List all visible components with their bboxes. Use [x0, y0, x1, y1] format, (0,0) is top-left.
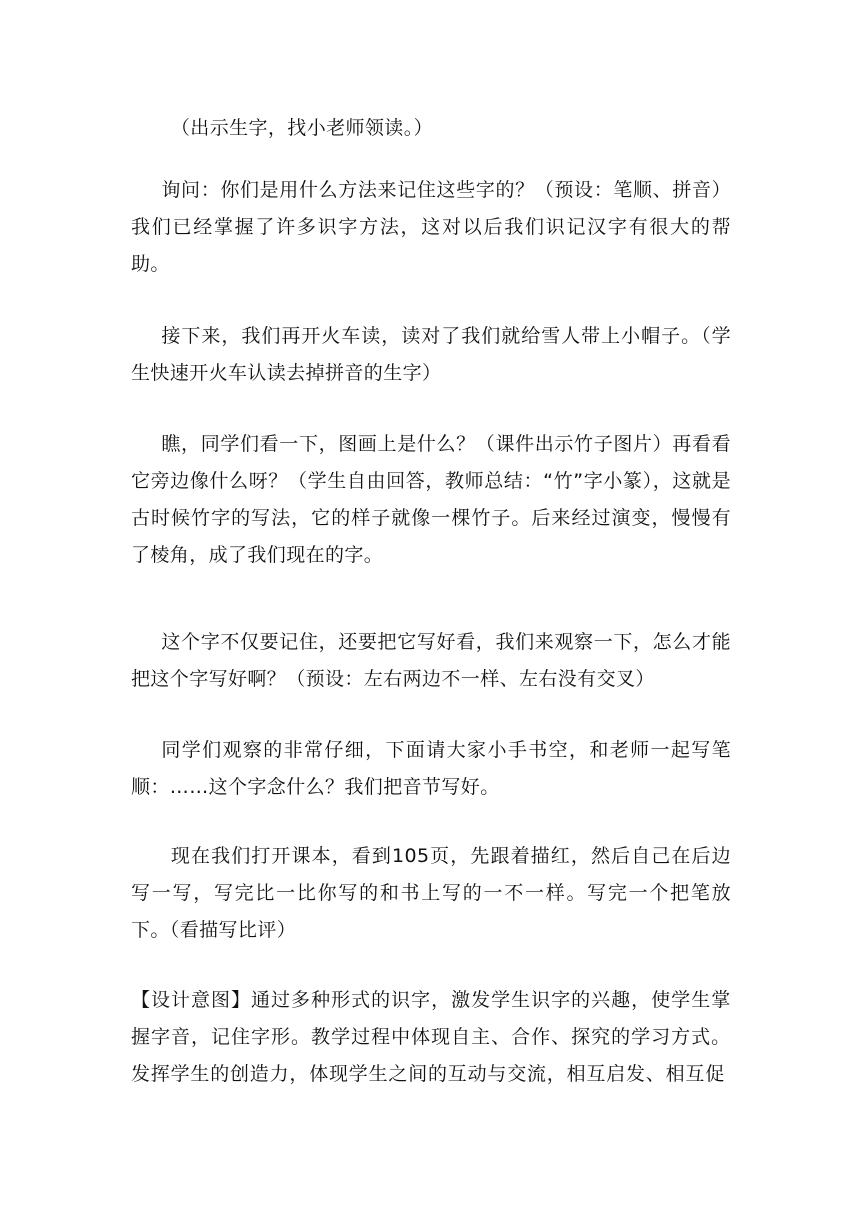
paragraph-design-intent [131, 982, 731, 1093]
paragraph-open-textbook: 现在我们打开课本，看到105页，先跟着描红，然后自己在后边写一写，写完比一比你写的和书上写的一不一样。写完一个把笔放下。（看描写比评） [131, 845, 731, 941]
design-intent-label: 【设计意图】 [131, 989, 252, 1011]
paragraph-bamboo-picture: 瞧，同学们看一下，图画上是什么？（课件出示竹子图片）再看看它旁边像什么呀？（学生自由回答，教师总结：“竹”字小篆），这就是古时候竹字的写法，它的样子就像一棵竹子。后来经过演变，慢慢有了棱角，成了我们现在的字。 [131, 433, 731, 566]
paragraph-ask-methods: 询问：你们是用什么方法来记住这些字的？（预设：笔顺、拼音）我们已经掌握了许多识字方法，这对以后我们识记汉字有很大的帮助。 [131, 179, 731, 275]
paragraph-train-reading: 接下来，我们再开火车读，读对了我们就给雪人带上小帽子。（学生快速开火车认读去掉拼音的生字） [131, 325, 731, 384]
design-intent-text: 通过多种形式的识字，激发学生识字的兴趣，使学生掌握字音，记住字形。教学过程中体现自主、合作、探究的学习方式。发挥学生的创造力，体现学生之间的互动与交流，相互启发、相互促 [131, 989, 731, 1085]
paragraph-observe-writing: 这个字不仅要记住，还要把它写好看，我们来观察一下，怎么才能把这个字写好啊？（预设：左右两边不一样、左右没有交叉） [131, 631, 731, 690]
paragraph-show-characters: （出示生字，找小老师领读。） [170, 117, 433, 139]
paragraph-air-writing: 同学们观察的非常仔细，下面请大家小手书空，和老师一起写笔顺：……这个字念什么？我们把音节写好。 [131, 739, 731, 798]
